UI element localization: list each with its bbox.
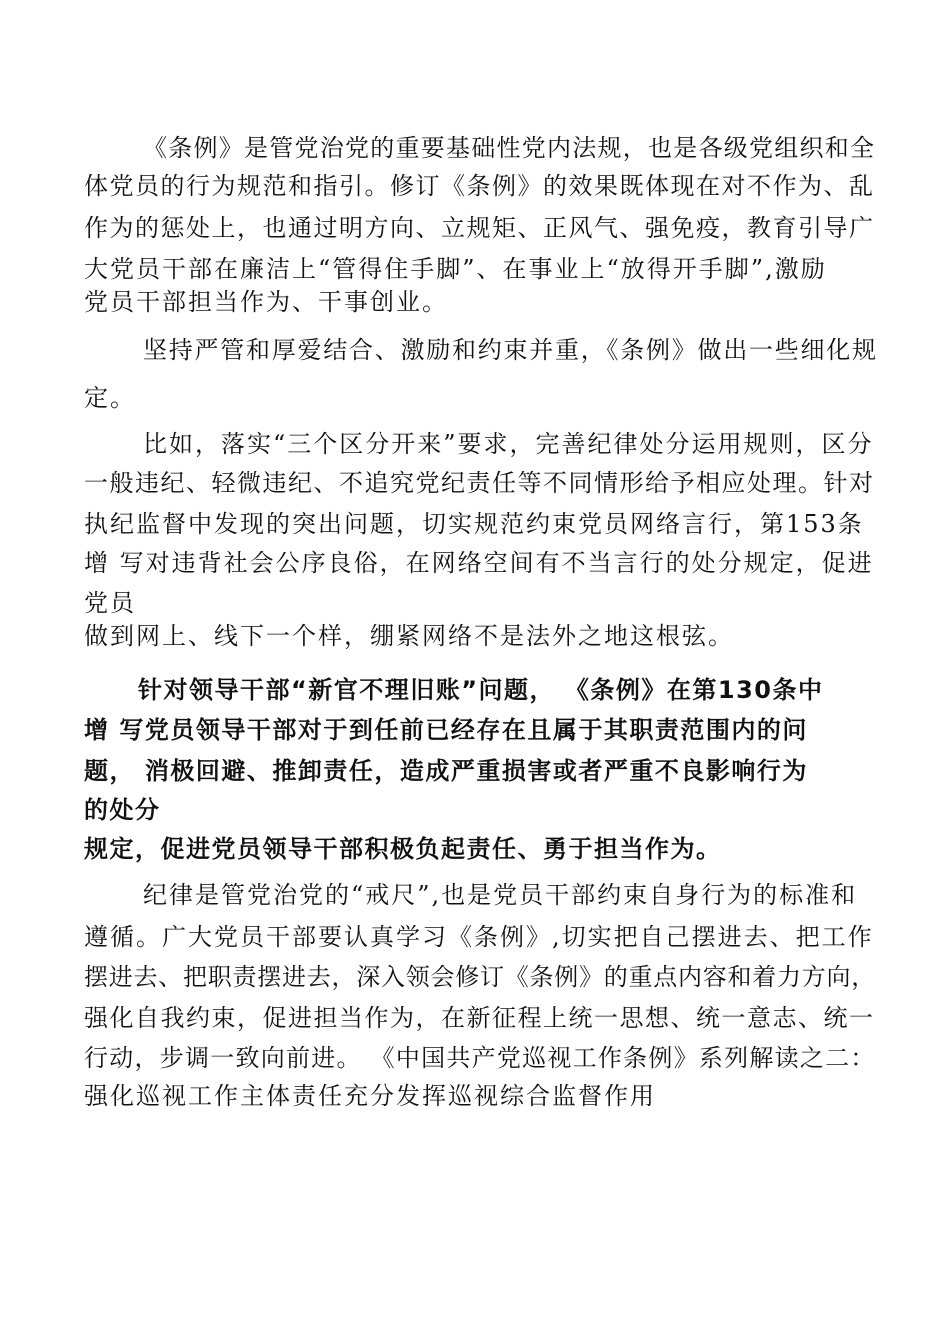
paragraph-line: 大党员干部在廉洁上“管得住手脚”、在事业上“放得开手脚”,激励	[84, 255, 827, 283]
paragraph-line: 题， 消极回避、推卸责任，造成严重损害或者严重不良影响行为	[84, 757, 808, 785]
paragraph-line: 《条例》是管党治党的重要基础性党内法规，也是各级党组织和全	[143, 134, 876, 162]
paragraph-line: 强化巡视工作主体责任充分发挥巡视综合监督作用	[84, 1082, 656, 1110]
paragraph-line: 党员干部担当作为、干事创业。	[84, 288, 448, 316]
paragraph-line: 体党员的行为规范和指引。修订《条例》的效果既体现在对不作为、乱	[84, 172, 875, 200]
paragraph-line: 作为的惩处上，也通过明方向、立规矩、正风气、强免疫，教育引导广	[84, 214, 875, 242]
paragraph-line: 党员	[84, 589, 136, 617]
paragraph-line: 摆进去、把职责摆进去，深入领会修订《条例》的重点内容和着力方向，	[84, 963, 876, 991]
paragraph-line: 执纪监督中发现的突出问题，切实规范约束党员网络言行，第153条	[84, 510, 864, 538]
paragraph-line: 纪律是管党治党的“戒尺”,也是党员干部约束自身行为的标准和	[143, 881, 858, 909]
paragraph-line: 一般违纪、轻微违纪、不追究党纪责任等不同情形给予相应处理。针对	[84, 469, 875, 497]
paragraph-line: 增 写党员领导干部对于到任前已经存在且属于其职责范围内的问	[84, 716, 808, 744]
paragraph-line: 定。	[84, 384, 136, 412]
paragraph-line: 针对领导干部“新官不理旧账”问题， 《条例》在第130条中	[138, 676, 824, 704]
paragraph-line: 规定，促进党员领导干部积极负起责任、勇于担当作为。	[84, 835, 722, 863]
paragraph-line: 增 写对违背社会公序良俗，在网络空间有不当言行的处分规定，促进	[84, 549, 874, 577]
paragraph-line: 行动，步调一致向前进。 《中国共产党巡视工作条例》系列解读之二：	[84, 1044, 876, 1072]
paragraph-line: 遵循。广大党员干部要认真学习《条例》,切实把自己摆进去、把工作	[84, 923, 874, 951]
paragraph-line: 做到网上、线下一个样，绷紧网络不是法外之地这根弦。	[84, 622, 734, 650]
paragraph-line: 比如，落实“三个区分开来”要求，完善纪律处分运用规则，区分	[143, 430, 874, 458]
paragraph-line: 的处分	[84, 796, 161, 824]
paragraph-line: 坚持严管和厚爱结合、激励和约束并重，《条例》做出一些细化规	[143, 336, 878, 364]
paragraph-line: 强化自我约束，促进担当作为，在新征程上统一思想、统一意志、统一	[84, 1004, 875, 1032]
